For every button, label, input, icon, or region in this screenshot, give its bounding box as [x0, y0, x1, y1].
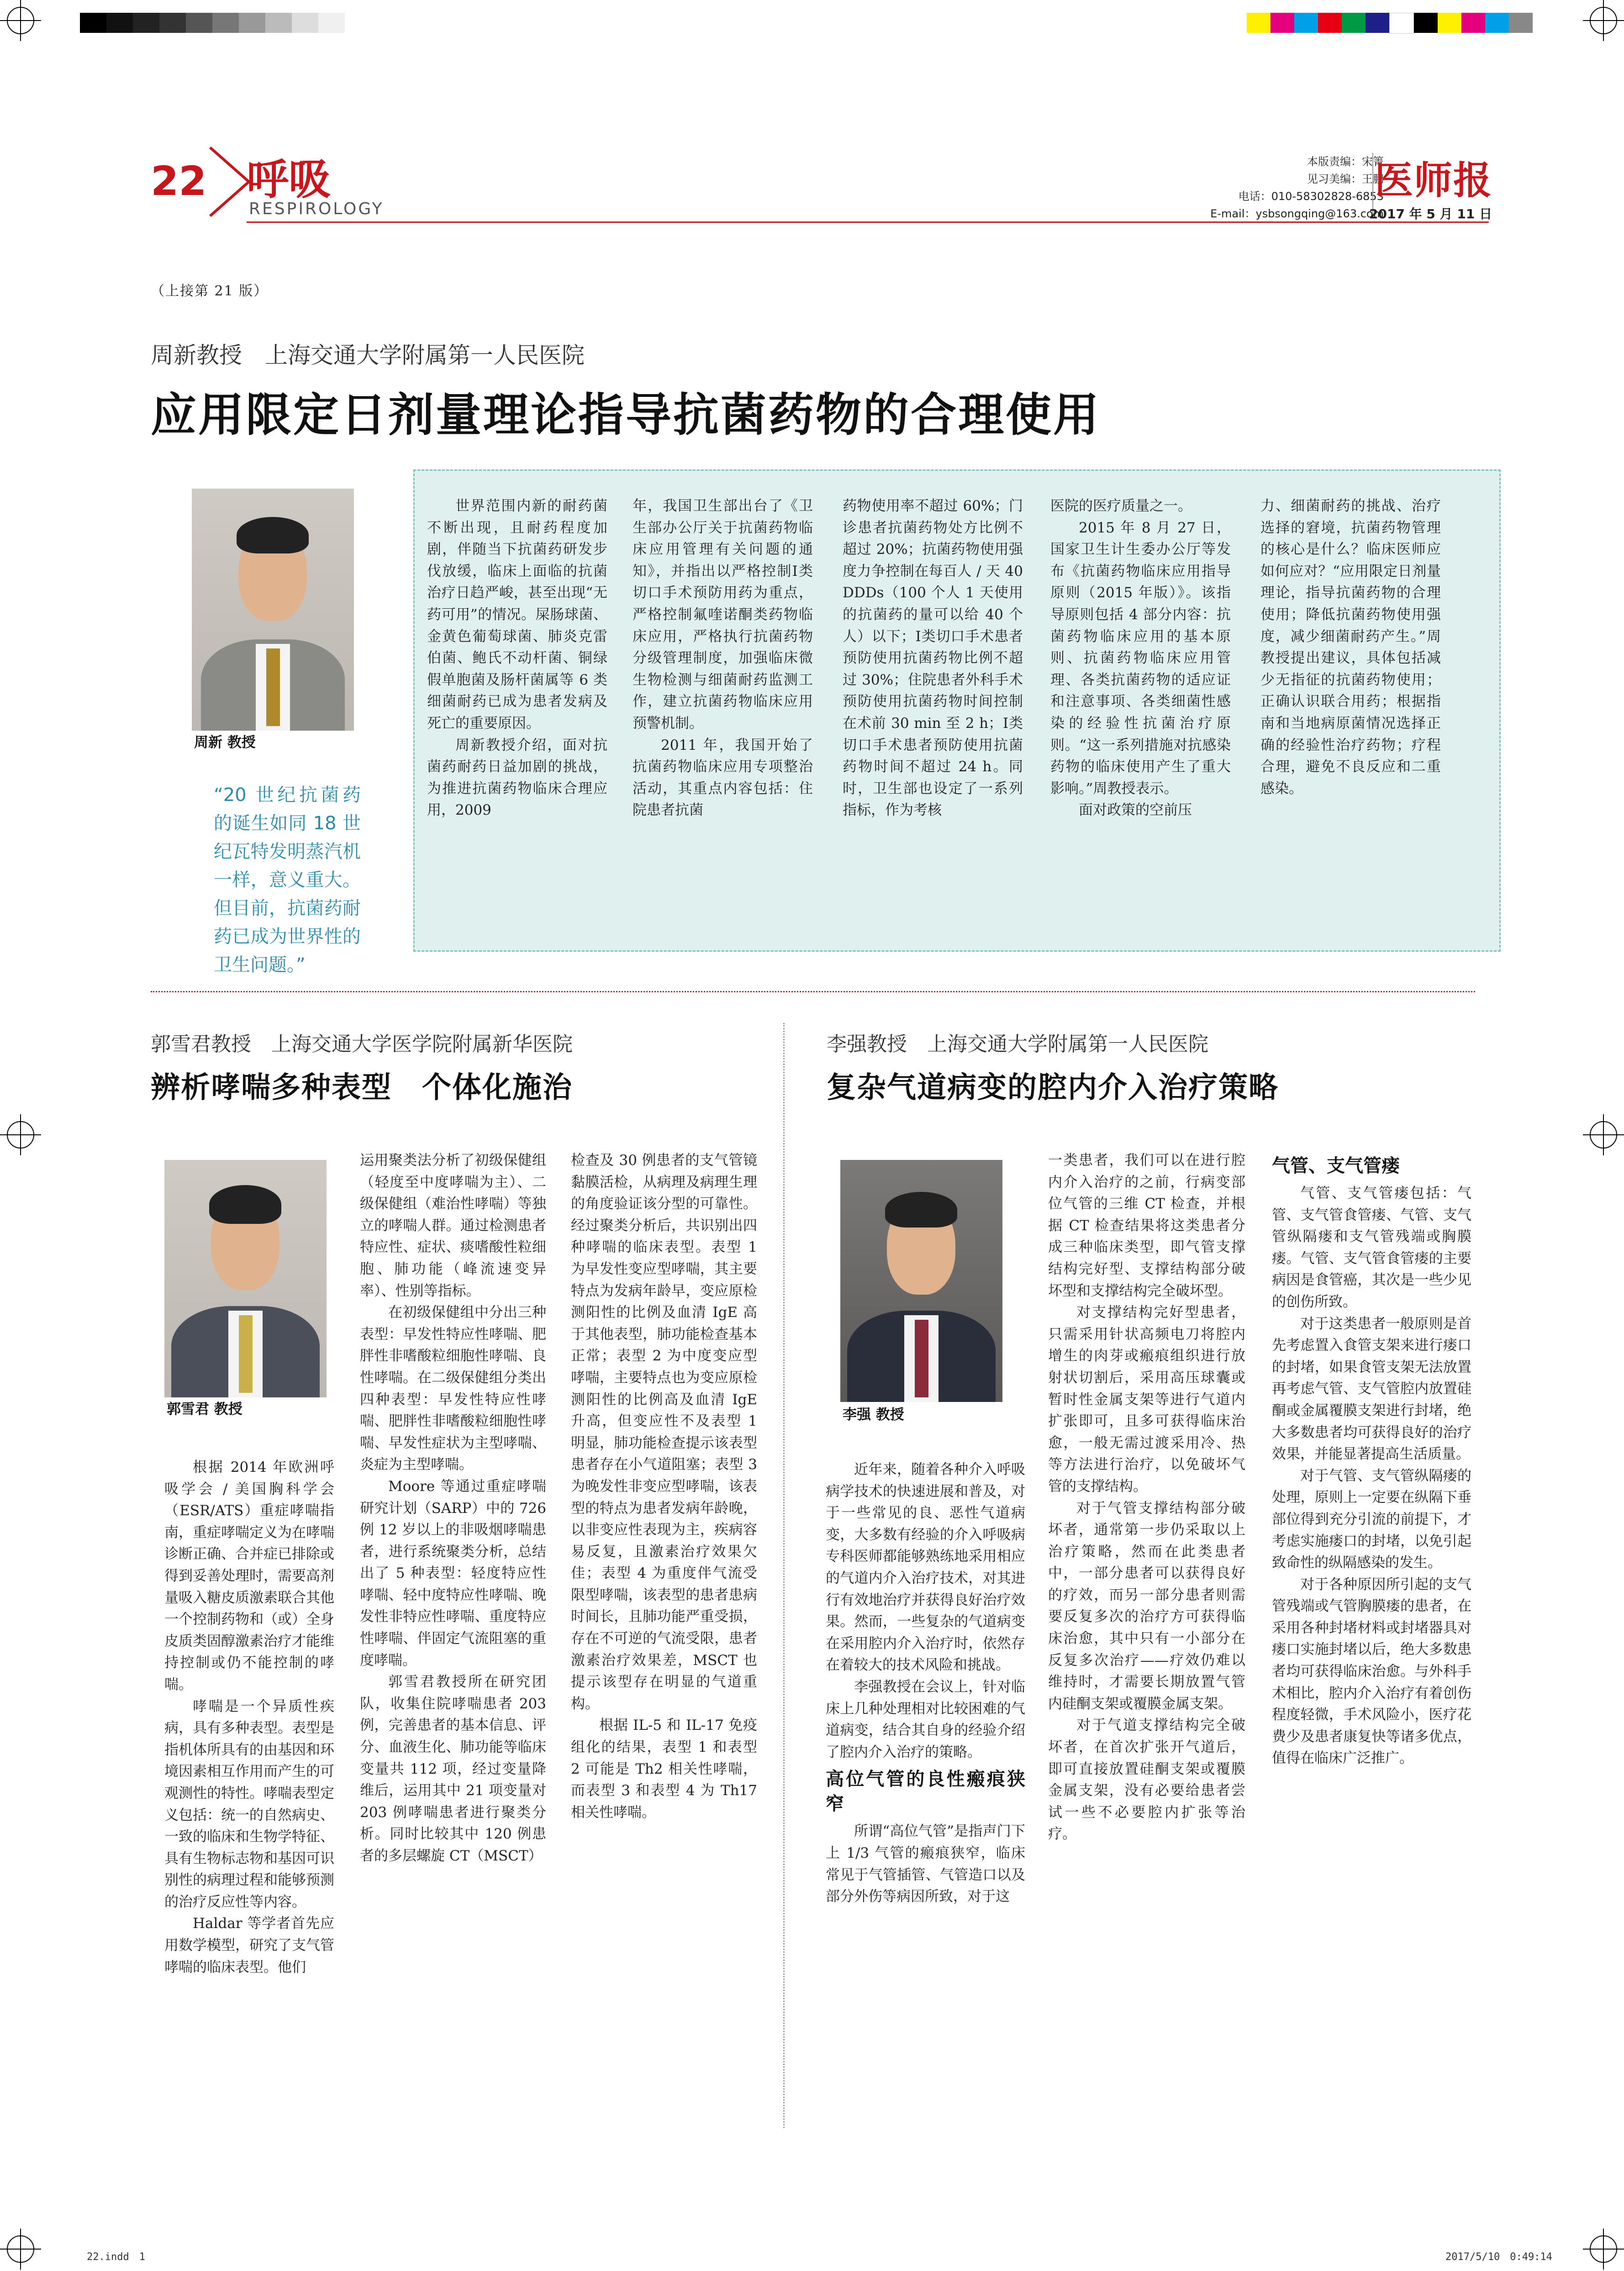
- crop-mark-mid-right: [1583, 1114, 1624, 1155]
- photo-caption-li-qiang: 李强 教授: [843, 1407, 904, 1423]
- page-number: 22: [151, 158, 207, 205]
- paragraph: 世界范围内新的耐药菌不断出现，且耐药程度加剧，伴随当下抗菌药研发步伐放缓，临床上面临的抗菌治疗日趋严峻，甚至出现“无药可用”的情况。屎肠球菌、金黄色葡萄球菌、肺炎克雷伯菌、鲍氏不动杆菌、铜绿假单胞菌及肠杆菌属等 6 类细菌耐药已成为患者发病及死亡的重要原因。: [427, 498, 607, 732]
- paragraph: 医院的医疗质量之一。: [1050, 498, 1192, 514]
- registration-bar-color: [1247, 13, 1533, 33]
- paragraph: 面对政策的空前压: [1079, 802, 1192, 819]
- paragraph: 运用聚类法分析了初级保健组（轻度至中度哮喘为主）、二级保健组（难治性哮喘）等独立的哮喘人群。通过检测患者特应性、症状、痰嗜酸性粒细胞、肺功能（峰流速变异率）、性别等指标。: [360, 1152, 546, 1299]
- author-photo-guo-xuejun: [164, 1160, 327, 1397]
- left-col-3: [571, 1150, 757, 1823]
- phone-line: 电话：010-58302828-6853: [1238, 190, 1384, 203]
- top-col-3: [843, 495, 1023, 822]
- continued-note: （上接第 21 版）: [151, 283, 269, 299]
- left-col-2: [360, 1150, 546, 1867]
- paragraph: 郭雪君教授所在研究团队，收集住院哮喘患者 203 例，完善患者的基本信息、评分、血液生化、肺功能等临床变量共 112 项，经过变量降维后，运用其中 21 项变量对 203 例哮喘患者进行聚类分析。同时比较其中 120 例患者的多层螺旋 CT（MSCT）: [360, 1674, 546, 1864]
- paragraph: 气管、支气管瘘包括：气管、支气管食管瘘、气管、支气管纵隔瘘和支气管残端或胸膜瘘。气管、支气管食管瘘的主要病因是食管癌，其次是一些少见的创伤所致。: [1272, 1185, 1471, 1310]
- editor-line: 本版责编：宋箐: [1307, 155, 1384, 168]
- crop-mark-top-right: [1583, 0, 1624, 41]
- paragraph: 所谓“高位气管”是指声门下上 1/3 气管的瘢痕狭窄，临床常见于气管插管、气管造口以及部分外伤等病因所致，对于这: [826, 1823, 1025, 1905]
- paragraph: 近年来，随着各种介入呼吸病学技术的快速进展和普及，对于一些常见的良、恶性气道病变，大多数有经验的介入呼吸病专科医师都能够熟练地采用相应的气道内介入治疗技术，对其进行有效地治疗并获得良好治疗效果。然而，一些复杂的气道病变在采用腔内介入治疗时，依然存在着较大的技术风险和挑战。: [826, 1461, 1025, 1674]
- author-photo-li-qiang: [840, 1160, 1002, 1402]
- author-photo-zhou-xin: [192, 489, 354, 731]
- paragraph: 年，我国卫生部出台了《卫生部办公厅关于抗菌药物临床应用管理有关问题的通知》，并指出以严格控制Ⅰ类切口手术预防用药为重点，严格控制氟喹诺酮类药物临床应用，严格执行抗菌药物分级管理制度，加强临床微生物检测与细菌耐药监测工作，建立抗菌药物临床应用预警机制。: [633, 498, 813, 732]
- paragraph: 对支撑结构完好型患者，只需采用针状高频电刀将腔内增生的肉芽或瘢痕组织进行放射状切割后，采用高压球囊或暂时性金属支架等进行气道内扩张即可，且多可获得临床治愈，一般无需过渡采用冷、热等方法进行治疗，以免破坏气管的支撑结构。: [1048, 1304, 1245, 1495]
- right-col-3: [1272, 1150, 1471, 1770]
- paragraph: 2015 年 8 月 27 日，国家卫生计生委办公厅等发布《抗菌药物临床应用指导原则（2015 年版）》。该指导原则包括 4 部分内容：抗菌药物临床应用的基本原则、抗菌药物临床应用管理、各类抗菌药物的适应证和注意事项、各类细菌性感染的经验性抗菌治疗原则。“这一系列措施对抗感染药物的临床使用产生了重大影响。”周教授表示。: [1050, 519, 1231, 797]
- email-line: E-mail：ysbsongqing@163.com: [1210, 207, 1384, 220]
- subheading: 高位气管的良性瘢痕狭窄: [826, 1769, 1025, 1815]
- publication-date: 2017 年 5 月 11 日: [1369, 206, 1492, 221]
- top-col-4: [1050, 495, 1231, 822]
- paragraph: 对于气道支撑结构完全破坏者，在首次扩张开气道后，即可直接放置硅酮支架或覆膜金属支架，没有必要给患者尝试一些不必要腔内扩张等治疗。: [1048, 1717, 1245, 1843]
- top-col-1: [427, 495, 607, 822]
- crop-mark-bottom-right: [1583, 2229, 1624, 2270]
- top-author-line: 周新教授 上海交通大学附属第一人民医院: [151, 342, 585, 369]
- footer-timestamp: 2017/5/10 0:49:14: [1445, 2251, 1552, 2263]
- left-headline: 辨析哮喘多种表型 个体化施治: [151, 1071, 573, 1105]
- subheading: 气管、支气管瘘: [1272, 1155, 1400, 1176]
- designer-line: 见习美编：王鹏: [1307, 173, 1384, 185]
- top-col-5: [1260, 495, 1441, 800]
- paragraph: 检查及 30 例患者的支气管镜黏膜活检，从病理及病理生理的角度验证该分型的可靠性。经过聚类分析后，共识别出四种哮喘的临床表型。表型 1 为早发性变应型哮喘，其主要特点为发病年龄早，变应原检测阳性的比例及血清 IgE 高于其他表型，肺功能检查基本正常；表型 2 为中度变应型哮喘，主要特点也为变应原检测阳性的比例高及血清 IgE 升高，但变应性不及表型 1 明显，肺功能检查提示该表型患者存在小气道阻塞；表型 3 为晚发性非变应型哮喘，该表型的特点为患者发病年龄晚，以非变应性表现为主，疾病容易反复，且激素治疗效果欠佳；表型 4 为重度伴气流受限型哮喘，该表型的患者患病时间长，且肺功能严重受损，存在不可逆的气流受限，患者激素治疗效果差，MSCT 也提示该型存在明显的气道重构。: [571, 1152, 757, 1712]
- crop-mark-mid-left: [0, 1114, 41, 1155]
- paragraph: 根据 IL-5 和 IL-17 免疫组化的结果，表型 1 和表型 2 可能是 Th2 相关性哮喘，而表型 3 和表型 4 为 Th17 相关性哮喘。: [571, 1717, 757, 1821]
- right-headline: 复杂气道病变的腔内介入治疗策略: [827, 1071, 1279, 1105]
- section-title-en: RESPIROLOGY: [249, 200, 384, 218]
- paragraph: 根据 2014 年欧洲呼吸学会 / 美国胸科学会（ESR/ATS）重症哮喘指南，重症哮喘定义为在哮喘诊断正确、合并症已排除或得到妥善处理时，需要高剂量吸入糖皮质激素联合其他一个控制药物和（或）全身皮质类固醇激素治疗才能维持控制或仍不能控制的哮喘。: [164, 1459, 334, 1693]
- column-divider: [783, 1023, 785, 2128]
- left-col-1: [164, 1457, 334, 1978]
- paragraph: 2011 年，我国开始了抗菌药物临床应用专项整治活动，其重点内容包括：住院患者抗菌: [633, 737, 813, 819]
- paragraph: 李强教授在会议上，针对临床上几种处理相对比较困难的气道病变，结合其自身的经验介绍了腔内介入治疗的策略。: [826, 1678, 1025, 1760]
- paragraph: 哮喘是一个异质性疾病，具有多种表型。表型是指机体所具有的由基因和环境因素相互作用而产生的可观测性的特性。哮喘表型定义包括：统一的自然病史、一致的临床和生物学特征、具有生物标志物和基因可识别性的病理过程和能够预测的治疗反应性等内容。: [164, 1698, 334, 1910]
- photo-caption-guo-xuejun: 郭雪君 教授: [167, 1401, 243, 1417]
- section-divider: [151, 991, 1475, 992]
- right-col-2: [1048, 1150, 1245, 1845]
- paragraph: 周新教授介绍，面对抗菌药耐药日益加剧的挑战，为推进抗菌药物临床合理应用，2009: [427, 737, 607, 819]
- top-headline: 应用限定日剂量理论指导抗菌药物的合理使用: [151, 388, 1101, 442]
- paragraph: Moore 等通过重症哮喘研究计划（SARP）中的 726 例 12 岁以上的非吸烟哮喘患者，进行系统聚类分析，总结出了 5 种表型：轻度特应性哮喘、轻中度特应性哮喘、晚发性非特应性哮喘、重度特应性哮喘、伴固定气流阻塞的重度哮喘。: [360, 1478, 546, 1669]
- paragraph: 在初级保健组中分出三种表型：早发性特应性哮喘、肥胖性非嗜酸粒细胞性哮喘、良性哮喘。在二级保健组分类出四种表型：早发性特应性哮喘、肥胖性非嗜酸粒细胞性哮喘、早发性症状为主型哮喘、炎症为主型哮喘。: [360, 1304, 546, 1473]
- editor-info: [1201, 153, 1384, 222]
- right-author-line: 李强教授 上海交通大学附属第一人民医院: [827, 1033, 1208, 1056]
- paragraph: 对于这类患者一般原则是首先考虑置入食管支架来进行瘘口的封堵，如果食管支架无法放置再考虑气管、支气管腔内放置硅酮或金属覆膜支架进行封堵，绝大多数患者均可获得良好的治疗效果，并能显著提高生活质量。: [1272, 1315, 1471, 1463]
- paragraph: 对于气管、支气管纵隔瘘的处理，原则上一定要在纵隔下垂部位得到充分引流的前提下，才考虑实施瘘口的封堵，以免引起致命性的纵隔感染的发生。: [1272, 1467, 1471, 1571]
- crop-mark-bottom-left: [0, 2229, 41, 2270]
- photo-caption-zhou-xin: 周新 教授: [194, 734, 256, 751]
- paragraph: 对于气管支撑结构部分破坏者，通常第一步仍采取以上治疗策略，然而在此类患者中，一部分患者可以获得良好的疗效，而另一部分患者则需要反复多次的治疗方可获得临床治愈，其中只有一小部分在反复多次治疗——疗效仍难以维持时，才需要长期放置气管内硅酮支架或覆膜金属支架。: [1048, 1500, 1245, 1712]
- pull-quote: “20 世纪抗菌药的诞生如同 18 世纪瓦特发明蒸汽机一样，意义重大。但目前，抗菌药耐药已成为世界性的卫生问题。”: [214, 785, 361, 975]
- registration-bar-black: [80, 13, 345, 33]
- newspaper-logo: 医师报: [1375, 158, 1493, 203]
- section-title: 呼吸: [247, 155, 331, 204]
- crop-mark-top-left: [0, 0, 41, 41]
- paragraph: Haldar 等学者首先应用数学模型，研究了支气管哮喘的临床表型。他们: [164, 1915, 334, 1976]
- top-col-2: [633, 495, 813, 822]
- paragraph: 对于各种原因所引起的支气管残端或气管胸膜瘘的患者，在采用各种封堵材料或封堵器具对瘘口实施封堵以后，绝大多数患者均可获得临床治愈。与外科手术相比，腔内介入治疗有着创伤程度轻微，手术风险小，医疗花费少及患者康复快等诸多优点，值得在临床广泛推广。: [1272, 1576, 1471, 1767]
- right-col-1: [826, 1459, 1025, 1908]
- left-author-line: 郭雪君教授 上海交通大学医学院附属新华医院: [151, 1033, 573, 1056]
- paragraph: 一类患者，我们可以在进行腔内介入治疗的之前，行病变部位气管的三维 CT 检查，并根据 CT 检查结果将这类患者分成三种临床类型，即气管支撑结构完好型、支撑结构部分破坏型和支撑结构完全破坏型。: [1048, 1152, 1245, 1299]
- footer-filename: 22.indd 1: [87, 2251, 145, 2263]
- paragraph: 药物使用率不超过 60%；门诊患者抗菌药物处方比例不超过 20%；抗菌药物使用强度力争控制在每百人 / 天 40 DDDs（100 个人 1 天使用的抗菌药的量可以给 40 个人）以下；Ⅰ类切口手术患者预防使用抗菌药物比例不超过 30%；住院患者外科手术预防使用抗菌药物时间控制在术前 30 min 至 2 h；Ⅰ类切口手术患者预防使用抗菌药物时间不超过 24 h。同时，卫生部也设定了一系列指标，作为考核: [843, 498, 1023, 819]
- paragraph: 力、细菌耐药的挑战、治疗选择的窘境，抗菌药物管理的核心是什么？临床医师应如何应对？“应用限定日剂量理论，指导抗菌药物的合理使用；降低抗菌药物使用强度，减少细菌耐药产生。”周教授提出建议，具体包括减少无指征的抗菌药物使用；正确认识联合用药；根据指南和当地病原菌情况选择正确的经验性治疗药物；疗程合理，避免不良反应和二重感染。: [1260, 498, 1441, 797]
